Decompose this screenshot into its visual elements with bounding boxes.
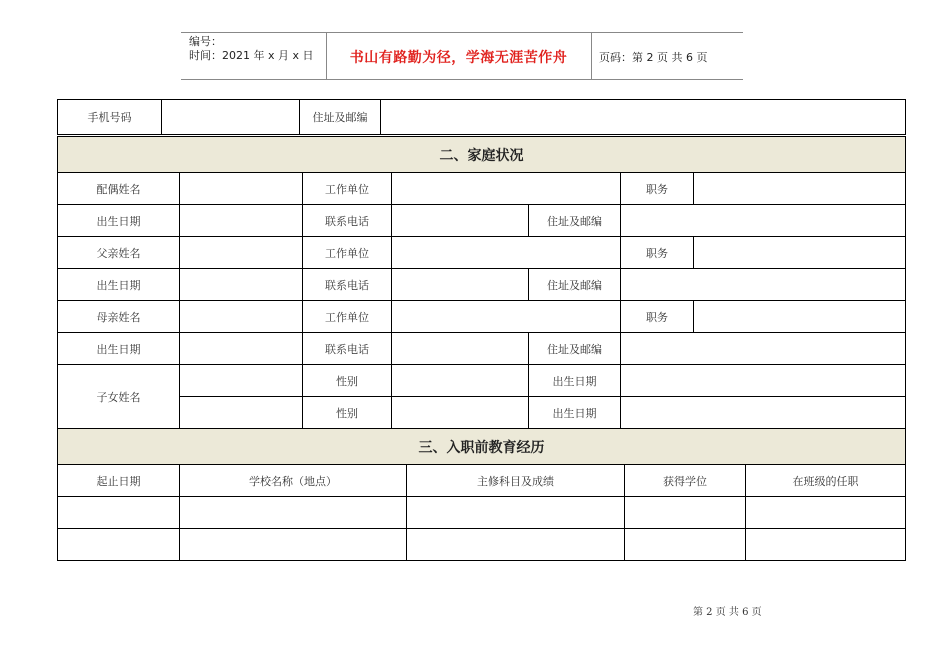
birth-date-label: 出生日期 [529,397,621,429]
education-cell[interactable] [58,529,180,561]
spouse-phone-field[interactable] [392,205,529,237]
table-row [58,237,906,269]
table-row [58,429,906,465]
address-label: 住址及邮编 [529,269,621,301]
work-unit-label: 工作单位 [303,173,392,205]
work-unit-label: 工作单位 [303,237,392,269]
birth-date-label: 出生日期 [58,205,180,237]
table-row [58,137,906,173]
table-row [58,173,906,205]
gender-label: 性别 [303,365,392,397]
time-label: 时间：2021 年 x 月 x 日 [189,49,314,62]
child-gender-field[interactable] [392,365,529,397]
table-row [58,397,906,429]
father-name-label: 父亲姓名 [58,237,180,269]
motto: 书山有路勤为径，学海无涯苦作舟 [349,50,568,66]
header-meta [189,35,314,63]
phone-label: 联系电话 [303,269,392,301]
column-header: 在班级的任职 [746,465,906,497]
column-header: 起止日期 [58,465,180,497]
document-header [181,32,743,80]
table-row [58,301,906,333]
column-header: 学校名称（地点） [180,465,407,497]
table-row [58,365,906,397]
birth-date-label: 出生日期 [529,365,621,397]
column-header: 主修科目及成绩 [407,465,625,497]
table-row [58,205,906,237]
spouse-name-label: 配偶姓名 [58,173,180,205]
spouse-name-field[interactable] [180,173,303,205]
child-birth-field[interactable] [621,365,906,397]
address-label: 住址及邮编 [529,333,621,365]
education-cell[interactable] [180,497,407,529]
phone-label: 联系电话 [303,333,392,365]
child-gender-field[interactable] [392,397,529,429]
phone-label: 联系电话 [303,205,392,237]
mother-phone-field[interactable] [392,333,529,365]
mother-work-unit-field[interactable] [392,301,621,333]
education-cell[interactable] [58,497,180,529]
address-field[interactable] [381,100,906,135]
birth-date-label: 出生日期 [58,333,180,365]
education-table [57,428,906,561]
header-bottom-rule [181,79,743,80]
table-row [58,497,906,529]
phone-field[interactable] [162,100,300,135]
education-cell[interactable] [625,497,746,529]
education-cell[interactable] [746,529,906,561]
education-cell[interactable] [625,529,746,561]
header-divider [591,32,592,80]
section-title-family: 二、家庭状况 [58,137,906,173]
table-row [58,100,906,135]
spouse-work-unit-field[interactable] [392,173,621,205]
position-label: 职务 [621,301,694,333]
table-row [58,465,906,497]
contact-table [57,99,906,135]
position-label: 职务 [621,237,694,269]
section-title-education: 三、入职前教育经历 [58,429,906,465]
address-label: 住址及邮编 [300,100,381,135]
spouse-position-field[interactable] [694,173,906,205]
father-phone-field[interactable] [392,269,529,301]
page-info: 页码：第 2 页 共 6 页 [599,51,708,64]
mother-birth-field[interactable] [180,333,303,365]
mother-position-field[interactable] [694,301,906,333]
father-work-unit-field[interactable] [392,237,621,269]
phone-label: 手机号码 [58,100,162,135]
mother-name-label: 母亲姓名 [58,301,180,333]
family-table [57,136,906,429]
table-row [58,269,906,301]
father-name-field[interactable] [180,237,303,269]
education-cell[interactable] [407,529,625,561]
spouse-birth-field[interactable] [180,205,303,237]
child-name-label: 子女姓名 [58,365,180,429]
birth-date-label: 出生日期 [58,269,180,301]
father-position-field[interactable] [694,237,906,269]
mother-name-field[interactable] [180,301,303,333]
table-row [58,333,906,365]
education-cell[interactable] [180,529,407,561]
education-cell[interactable] [407,497,625,529]
child-name-field[interactable] [180,365,303,397]
child-name-field[interactable] [180,397,303,429]
father-address-field[interactable] [621,269,906,301]
column-header: 获得学位 [625,465,746,497]
position-label: 职务 [621,173,694,205]
page-footer: 第 2 页 共 6 页 [693,607,762,618]
father-birth-field[interactable] [180,269,303,301]
child-birth-field[interactable] [621,397,906,429]
education-cell[interactable] [746,497,906,529]
address-label: 住址及邮编 [529,205,621,237]
header-top-rule [181,32,743,33]
spouse-address-field[interactable] [621,205,906,237]
gender-label: 性别 [303,397,392,429]
number-label: 编号： [189,35,222,48]
work-unit-label: 工作单位 [303,301,392,333]
table-row [58,529,906,561]
mother-address-field[interactable] [621,333,906,365]
